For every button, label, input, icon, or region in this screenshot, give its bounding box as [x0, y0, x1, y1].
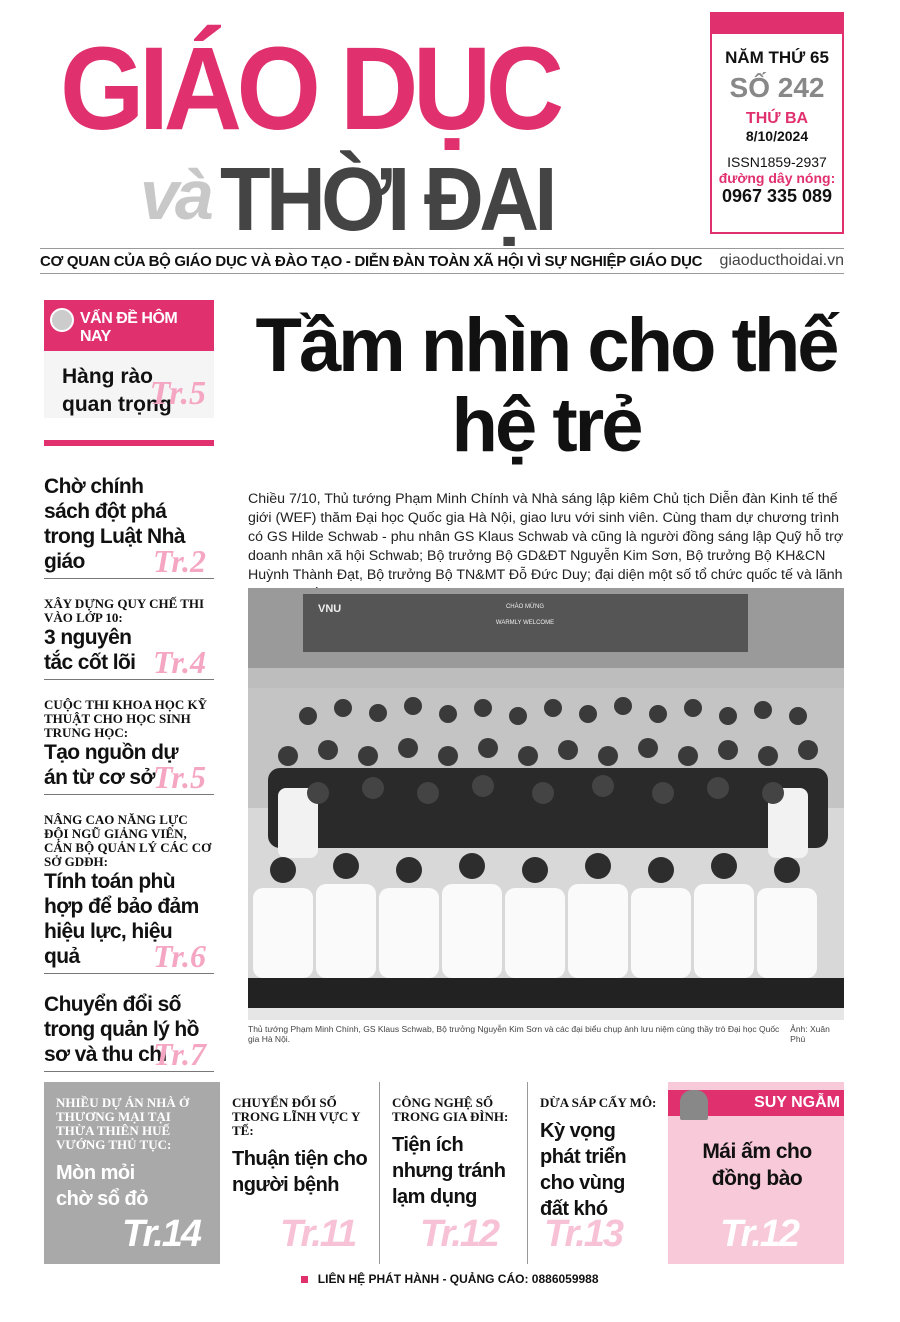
sidebar-article[interactable]	[44, 597, 214, 680]
today-page-ref: Tr.5	[149, 375, 206, 412]
sidebar-article-page: Tr.2	[152, 543, 206, 579]
sidebar-article-head: Chờ chính sách đột phá trong Luật Nhà giáo	[44, 475, 185, 573]
issue-issn: ISSN1859-2937	[727, 154, 827, 170]
teaser-kicker: DỪA SÁP CẤY MÔ:	[540, 1095, 657, 1110]
sidebar-article-kicker: NÂNG CAO NĂNG LỰC ĐỘI NGŨ GIẢNG VIÊN, CÁN BỘ QUẢN LÝ CÁC CƠ SỞ GDĐH:	[44, 812, 212, 869]
teaser-head: Thuận tiện cho người bệnh	[232, 1148, 368, 1196]
globe-icon	[50, 308, 74, 332]
photo-credit: Ảnh: Xuân Phú	[790, 1024, 830, 1044]
lead-text: Chiều 7/10, Thủ tướng Phạm Minh Chính và Nhà sáng lập kiêm Chủ tịch Diễn đàn Kinh tế thế giới (WEF) thăm Đại học Quốc gia Hà Nội, giao lưu với sinh viên. Cùng tham dự chương trình có GS Hilde Schwab - phu nhân GS Klaus Schwab và cũng là người đồng sáng lập Quỹ hỗ trợ doanh nhân xã hội Schwab; Bộ trưởng Bộ GD&ĐT Nguyễn Kim Sơn, Bộ trưởng Bộ KH&CN Huỳnh Thành Đạt, Bộ trưởng Bộ TN&MT Đỗ Đức Duy; đại diện một số tổ chức quốc tế và lãnh	[248, 491, 844, 583]
footer-contact: LIÊN HỆ PHÁT HÀNH - QUẢNG CÁO: 0886059988	[317, 1272, 599, 1286]
today-label-text: VẤN ĐỀ HÔM NAY	[80, 310, 178, 345]
sidebar-article-head: Tạo nguồn dự án từ cơ sở	[44, 741, 178, 789]
teaser-card[interactable]	[220, 1082, 380, 1264]
bottom-teasers	[44, 1082, 844, 1264]
today-title: Hàng rào quan trọng	[62, 365, 172, 416]
reflection-card[interactable]	[668, 1082, 844, 1264]
sidebar-article-head: Chuyển đổi số trong quản lý hồ sơ và thu chi	[44, 993, 199, 1066]
sidebar-article-page: Tr.5	[152, 759, 206, 795]
reflection-label-text: SUY NGẪM	[754, 1094, 840, 1111]
sidebar-article-page: Tr.7	[152, 1036, 206, 1072]
today-issue-box[interactable]	[44, 300, 214, 418]
teaser-card[interactable]	[44, 1082, 220, 1264]
reflection-label	[668, 1090, 844, 1116]
teaser-page: Tr.13	[544, 1213, 623, 1255]
masthead	[40, 10, 700, 250]
sidebar-divider	[44, 440, 214, 446]
teaser-kicker: CHUYỂN ĐỔI SỐ TRONG LĨNH VỰC Y TẾ:	[232, 1095, 360, 1138]
sidebar-article-kicker: XÂY DỰNG QUY CHẾ THI VÀO LỚP 10:	[44, 596, 205, 625]
footer-marker	[301, 1276, 308, 1283]
website-link[interactable]: giaoducthoidai.vn	[719, 252, 844, 269]
sidebar-article[interactable]	[44, 813, 214, 974]
teaser-head: Mòn mỏi chờ sổ đỏ	[56, 1162, 148, 1210]
reader-icon	[680, 1090, 708, 1120]
logo-title-top: GIÁO DỤC	[60, 23, 559, 155]
sidebar-article-page: Tr.4	[152, 644, 206, 680]
teaser-card[interactable]	[380, 1082, 528, 1264]
teaser-card[interactable]	[528, 1082, 668, 1264]
teaser-head: Tiện ích nhưng tránh lạm dụng	[392, 1134, 506, 1208]
issue-date: 8/10/2024	[745, 128, 809, 144]
hotline-number: 0967 335 089	[721, 186, 833, 206]
logo-title-va: và	[140, 156, 210, 234]
sidebar	[44, 300, 214, 1072]
sidebar-article[interactable]	[44, 992, 214, 1072]
teaser-page: Tr.12	[420, 1213, 499, 1255]
sidebar-article-head: 3 nguyên tắc cốt lõi	[44, 626, 136, 674]
issue-box-bar	[712, 14, 842, 34]
issue-year: NĂM THỨ 65	[725, 48, 829, 67]
tagline: CƠ QUAN CỦA BỘ GIÁO DỤC VÀ ĐÀO TẠO - DIỄN ĐÀN TOÀN XÃ HỘI VÌ SỰ NGHIỆP GIÁO DỤC	[40, 252, 703, 270]
issue-weekday: THỨ BA	[745, 110, 809, 127]
teaser-page: Tr.11	[280, 1213, 356, 1255]
sidebar-article-page: Tr.6	[152, 938, 206, 974]
photo-caption: Thủ tướng Phạm Minh Chính, GS Klaus Schwab, Bộ trưởng Nguyễn Kim Sơn và các đại biểu chụp ảnh lưu niệm cùng thầy trò Đại học Quốc gia Hà Nội.	[248, 1024, 780, 1044]
reflection-page: Tr.12	[720, 1213, 799, 1255]
photo-banner-welcome: WARMLY WELCOME	[495, 620, 555, 626]
teaser-kicker: NHIỀU DỰ ÁN NHÀ Ở THƯƠNG MẠI TẠI THỪA THIÊN HUẾ VƯỚNG THỦ TỤC:	[56, 1095, 190, 1152]
footer	[0, 1272, 900, 1286]
photo-caption-row	[248, 1024, 844, 1044]
group-photo-illustration	[248, 588, 844, 1020]
photo-logo: VNU	[318, 603, 342, 615]
hotline-label: đường dây nóng:	[718, 170, 836, 186]
reflection-head: Mái ấm cho đồng bào	[702, 1140, 812, 1190]
main-headline[interactable]: Tầm nhìn cho thế hệ trẻ	[255, 303, 837, 468]
issue-info-box	[710, 12, 844, 234]
sidebar-article[interactable]	[44, 698, 214, 795]
lead-paragraph	[248, 490, 844, 604]
teaser-kicker: CÔNG NGHỆ SỐ TRONG GIA ĐÌNH:	[392, 1095, 509, 1124]
main-photo	[248, 588, 844, 1020]
teaser-page: Tr.14	[122, 1213, 201, 1255]
sidebar-article-head: Tính toán phù hợp để bảo đảm hiệu lực, hiệu quả	[44, 870, 199, 968]
sidebar-article-kicker: CUỘC THI KHOA HỌC KỸ THUẬT CHO HỌC SINH TRUNG HỌC:	[44, 697, 208, 740]
tagline-row	[40, 248, 844, 274]
issue-number: SỐ 242	[729, 72, 825, 103]
photo-banner-top: CHÀO MỪNG	[505, 604, 545, 610]
today-label	[44, 305, 214, 351]
logo-title-bottom: THỜI ĐẠI	[220, 150, 553, 250]
sidebar-article[interactable]	[44, 474, 214, 579]
teaser-head: Kỳ vọng phát triển cho vùng đất khó	[540, 1120, 627, 1220]
students-front-row	[253, 884, 817, 978]
